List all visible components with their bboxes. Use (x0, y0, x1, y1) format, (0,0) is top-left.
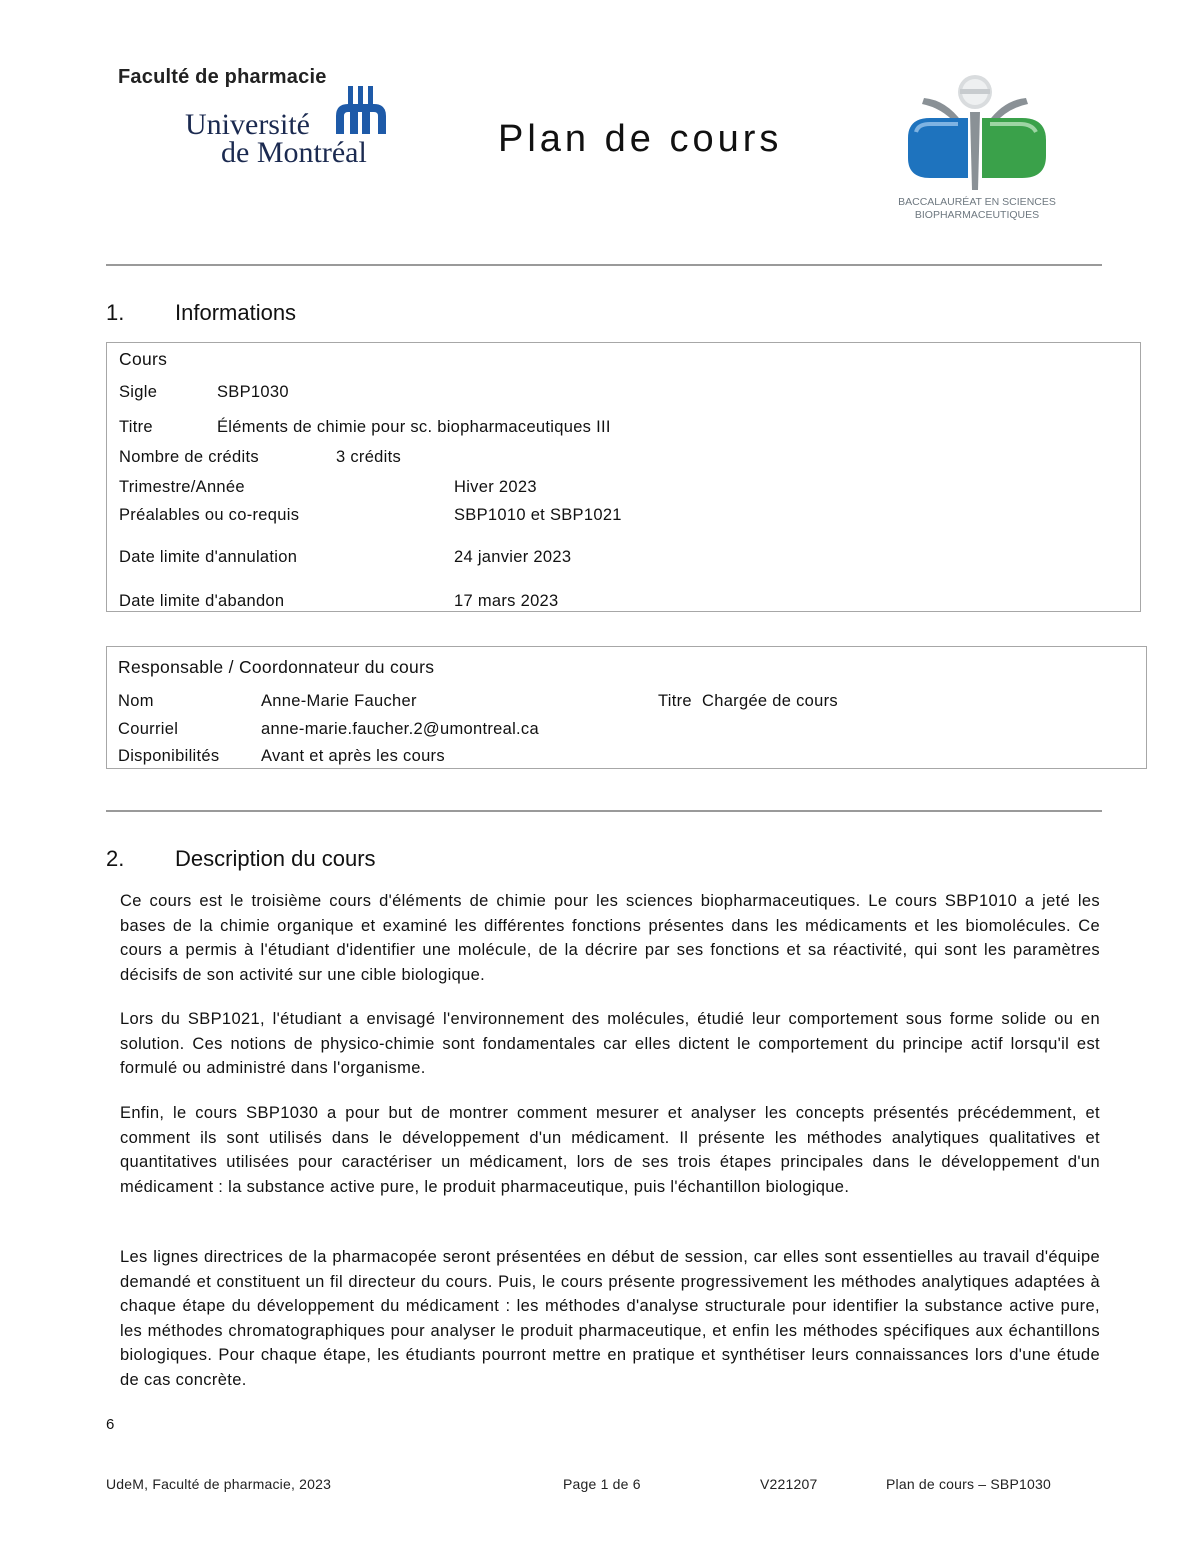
term-value: Hiver 2023 (454, 478, 537, 496)
instructor-box-heading: Responsable / Coordonnateur du cours (118, 657, 435, 677)
drop-deadline-value: 17 mars 2023 (454, 592, 559, 610)
cancel-deadline-value: 24 janvier 2023 (454, 548, 572, 566)
document-title: Plan de cours (498, 118, 783, 160)
description-paragraph: Ce cours est le troisième cours d'éléments de chimie pour les sciences biopharmaceutiques. Le cours SBP1010 a jeté les bases de la chimie organique et examiné les différentes fonctions présentes dans les médicaments et les biomolécules. Ce cours a permis à l'étudiant d'identifier une molécule, de la décrire par ses fonctions et sa réactivité, qui sont les paramètres décisifs de son activité sur une cible biologique. (120, 892, 1100, 984)
credits-label: Nombre de crédits (119, 448, 259, 466)
udem-emblem-icon (334, 84, 390, 140)
instructor-email-value[interactable]: anne-marie.faucher.2@umontreal.ca (261, 720, 539, 738)
sigle-label: Sigle (119, 383, 158, 401)
section-1-number: 1. (106, 300, 125, 325)
course-info-box (106, 342, 1141, 612)
footer-page: Page 1 de 6 (563, 1476, 641, 1492)
section-1-title: Informations (175, 300, 297, 325)
instructor-name-label: Nom (118, 692, 154, 710)
footer-doc: Plan de cours – SBP1030 (886, 1476, 1051, 1492)
program-caption (898, 196, 1056, 222)
description-paragraph: Les lignes directrices de la pharmacopée seront présentées en début de session, car elles sont essentielles au travail d'équipe demandé et constituent un fil directeur du cours. Puis, le cours présente progressivement les méthodes analytiques adaptées à chaque étape du développement du médicament : les méthodes d'analyse structurale pour identifier la substance active pure, les méthodes chromatographiques pour analyser le produit pharmaceutique, et enfin les méthodes spécifiques aux échantillons biologiques. Pour chaque étape, les étudiants pourront mettre en pratique et synthétiser leurs connaissances lors d'une étude de cas concrète. (120, 1248, 1100, 1389)
instructor-title-label: Titre (658, 692, 692, 710)
udem-logo (180, 84, 395, 170)
description-paragraph: Lors du SBP1021, l'étudiant a envisagé l'environnement des molécules, étudié leur comportement sous forme solide ou en solution. Ces notions de physico-chimie sont fondamentales car elles dictent le comportement du principe actif lorsqu'il est formulé ou administré dans l'organisme. (120, 1010, 1100, 1078)
instructor-title-value: Chargée de cours (702, 692, 838, 710)
cancel-deadline-label: Date limite d'annulation (119, 548, 298, 566)
titre-value: Éléments de chimie pour sc. biopharmaceutiques III (217, 418, 611, 436)
section-divider (106, 810, 1102, 812)
course-box-heading: Cours (119, 349, 168, 369)
program-caption-line1: BACCALAURÉAT EN SCIENCES (898, 196, 1056, 208)
description-paragraph: Enfin, le cours SBP1030 a pour but de montrer comment mesurer et analyser les concepts présentés précédemment, et comment ils sont utilisés dans le développement d'un médicament. Il présente les méthodes analytiques qualitatives et quantitatives utilisées pour caractériser un médicament, lors de ses trois étapes principales dans le développement d'un médicament : la substance active pure, le produit pharmaceutique, puis l'échantillon biologique. (120, 1104, 1100, 1196)
university-name-line1: Université (185, 108, 310, 141)
credits-value: 3 crédits (336, 448, 402, 466)
section-2-title: Description du cours (175, 846, 376, 871)
instructor-name-value: Anne-Marie Faucher (261, 692, 417, 710)
header-divider (106, 264, 1102, 266)
instructor-email-label: Courriel (118, 720, 179, 738)
sigle-value: SBP1030 (217, 383, 289, 401)
prereq-value: SBP1010 et SBP1021 (454, 506, 622, 524)
page-marker: 6 (106, 1416, 115, 1433)
footer-version: V221207 (760, 1476, 818, 1492)
prereq-label: Préalables ou co-requis (119, 506, 300, 524)
faculty-name: Faculté de pharmacie (118, 66, 327, 88)
titre-label: Titre (119, 418, 153, 436)
availability-value: Avant et après les cours (261, 747, 445, 765)
availability-label: Disponibilités (118, 747, 220, 765)
section-2-number: 2. (106, 846, 125, 871)
pill-figure-icon (898, 70, 1058, 194)
footer-org: UdeM, Faculté de pharmacie, 2023 (106, 1476, 332, 1492)
term-label: Trimestre/Année (119, 478, 245, 496)
drop-deadline-label: Date limite d'abandon (119, 592, 285, 610)
university-name-line2: de Montréal (221, 136, 367, 169)
program-caption-line2: BIOPHARMACEUTIQUES (914, 209, 1040, 221)
instructor-box (106, 646, 1147, 769)
